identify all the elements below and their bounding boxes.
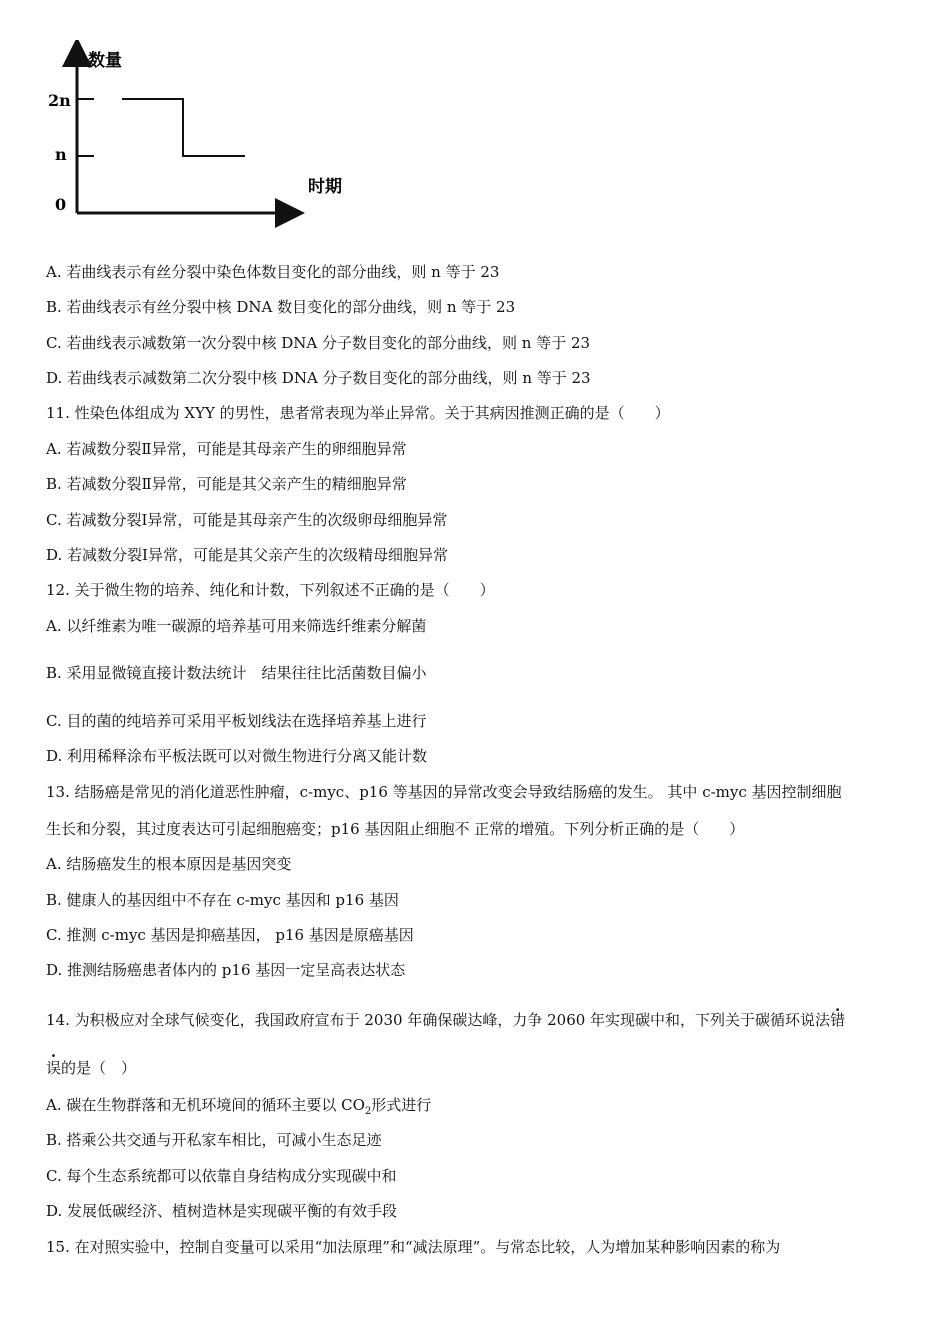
q14-option-a-subscript: 2 [364, 1106, 372, 1117]
q14-option-c: C. 每个生态系统都可以依靠自身结构成分实现碳中和 [46, 1167, 397, 1185]
q11-stem: 11. 性染色体组成为 XYY 的男性，患者常表现为举止异常。关于其病因推测正确的是（ ） [46, 404, 670, 422]
tick-label-2n: 2n [48, 91, 71, 110]
origin-label: 0 [55, 195, 67, 214]
q15-stem-line1: 15. 在对照实验中，控制自变量可以采用“加法原理”和“减法原理”。与常态比较，人为增加某种影响因素的称为 [46, 1238, 781, 1256]
q10-option-c: C. 若曲线表示减数第一次分裂中核 DNA 分子数目变化的部分曲线，则 n 等于 23 [46, 334, 591, 352]
q12-option-b: B. 采用显微镜直接计数法统计 结果往往比活菌数目偏小 [46, 664, 427, 682]
q14-emphasis-char-2: 误 [46, 1059, 62, 1077]
tick-label-n: n [55, 145, 67, 164]
q10-option-d: D. 若曲线表示减数第二次分裂中核 DNA 分子数目变化的部分曲线，则 n 等于 23 [46, 369, 591, 387]
q10-option-b: B. 若曲线表示有丝分裂中核 DNA 数目变化的部分曲线，则 n 等于 23 [46, 298, 516, 316]
q14-stem-line1 [46, 1010, 845, 1030]
q12-option-a: A. 以纤维素为唯一碳源的培养基可用来筛选纤维素分解菌 [46, 617, 427, 635]
q14-option-a-text: A. 碳在生物群落和无机环境间的循环主要以 CO [46, 1096, 365, 1114]
q13-option-b: B. 健康人的基因组中不存在 c-myc 基因和 p16 基因 [46, 891, 399, 909]
q14-option-b: B. 搭乘公共交通与开私家车相比，可减小生态足迹 [46, 1131, 382, 1149]
q13-option-c: C. 推测 c-myc 基因是抑癌基因， p16 基因是原癌基因 [46, 926, 414, 944]
x-axis-title: 时期 [308, 177, 342, 197]
q14-option-a-text-end: 形式进行 [371, 1096, 432, 1114]
q14-option-d: D. 发展低碳经济、植树造林是实现碳平衡的有效手段 [46, 1202, 398, 1220]
q14-option-a [46, 1095, 431, 1122]
q13-stem-line1: 13. 结肠癌是常见的消化道恶性肿瘤，c-myc、p16 等基因的异常改变会导致结肠癌的发生。 其中 c-myc 基因控制细胞 [46, 783, 842, 801]
q13-stem-line2: 生长和分裂，其过度表达可引起细胞癌变；p16 基因阻止细胞不 正常的增殖。下列分析正确的是（ ） [46, 820, 745, 838]
q12-option-d: D. 利用稀释涂布平板法既可以对微生物进行分离又能计数 [46, 747, 428, 765]
q13-option-d: D. 推测结肠癌患者体内的 p16 基因一定呈高表达状态 [46, 961, 406, 979]
q14-stem-rest: 的是（ ） [61, 1059, 137, 1077]
q10-option-a: A. 若曲线表示有丝分裂中染色体数目变化的部分曲线，则 n 等于 23 [46, 263, 500, 281]
q14-emphasis-char-1: 错 [830, 1011, 846, 1029]
y-axis-title: 数量 [88, 51, 122, 71]
quantity-time-graph [40, 40, 370, 230]
q12-stem: 12. 关于微生物的培养、纯化和计数，下列叙述不正确的是（ ） [46, 581, 495, 599]
data-curve [122, 99, 245, 156]
q12-option-c: C. 目的菌的纯培养可采用平板划线法在选择培养基上进行 [46, 712, 427, 730]
q11-option-d: D. 若减数分裂Ⅰ异常，可能是其父亲产生的次级精母细胞异常 [46, 546, 448, 564]
q11-option-b: B. 若减数分裂Ⅱ异常，可能是其父亲产生的精细胞异常 [46, 475, 407, 493]
q11-option-a: A. 若减数分裂Ⅱ异常，可能是其母亲产生的卵细胞异常 [46, 440, 407, 458]
q11-option-c: C. 若减数分裂Ⅰ异常，可能是其母亲产生的次级卵母细胞异常 [46, 511, 448, 529]
q14-stem-line2 [46, 1058, 136, 1078]
q14-stem-text: 14. 为积极应对全球气候变化，我国政府宣布于 2030 年确保碳达峰，力争 2060 年实现碳中和，下列关于碳循环说法 [46, 1011, 831, 1029]
q13-option-a: A. 结肠癌发生的根本原因是基因突变 [46, 855, 292, 873]
